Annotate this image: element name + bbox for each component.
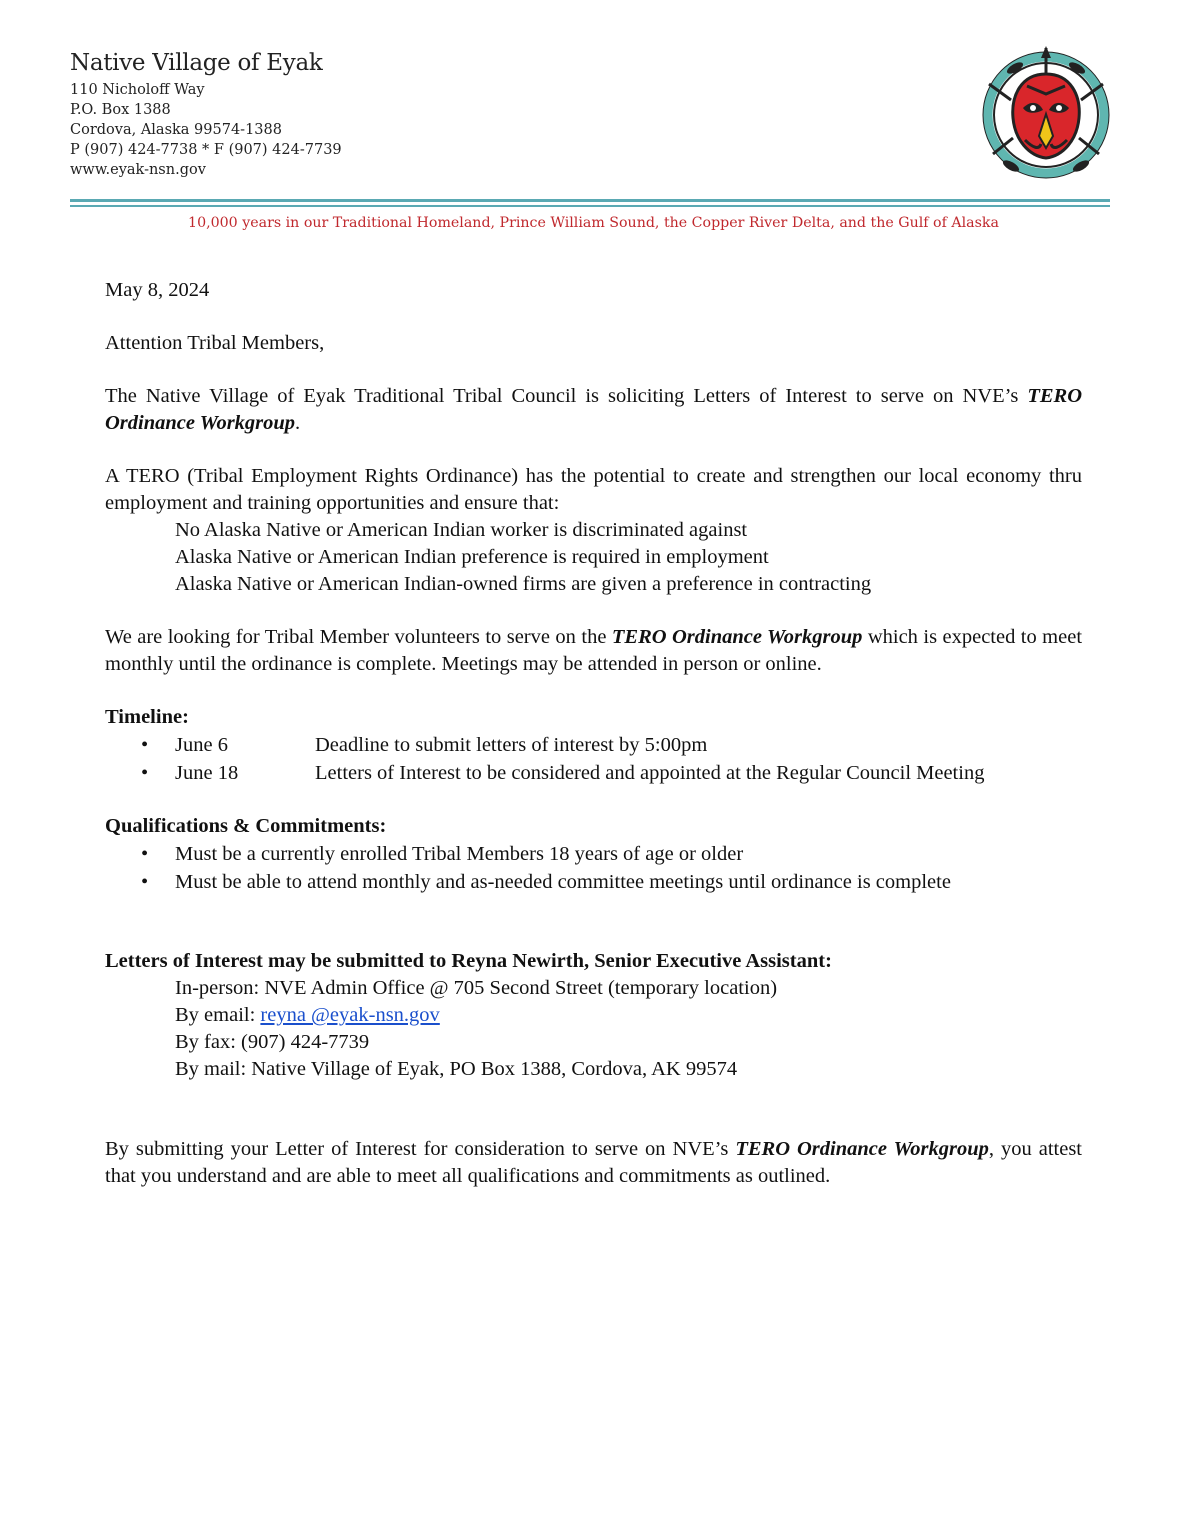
closing-comma: , (988, 1138, 995, 1160)
qualification-text: Must be able to attend monthly and as-needed committee meetings until ordinance is complete (175, 871, 951, 893)
website: www.eyak-nsn.gov (70, 162, 206, 178)
qualification-item (105, 868, 1082, 896)
salutation: Attention Tribal Members, (105, 332, 325, 354)
workgroup-name: TERO Ordinance Workgroup (735, 1138, 989, 1160)
qualifications-list (105, 840, 1082, 896)
tero-paragraph: A TERO (Tribal Employment Rights Ordinance) has the potential to create and strengthen our local economy thru employment and training opportunities and ensure that: (105, 465, 1082, 514)
ensure-list (105, 517, 1082, 598)
email-link[interactable]: reyna @eyak-nsn.gov (260, 1004, 440, 1026)
timeline-text: Letters of Interest to be considered and appointed at the Regular Council Meeting (315, 762, 985, 784)
city-state-zip: Cordova, Alaska 99574-1388 (70, 122, 282, 138)
closing-paragraph (105, 1136, 1082, 1190)
ensure-item: No Alaska Native or American Indian worker is discriminated against (175, 519, 748, 541)
tagline: 10,000 years in our Traditional Homeland, Prince William Sound, the Copper River Delta, and the Gulf of Alaska (188, 215, 999, 231)
volunteer-paragraph (105, 624, 1082, 678)
bullet-dot: • (141, 843, 149, 865)
bullet-dot: • (141, 762, 149, 784)
submit-email (105, 1002, 1082, 1029)
letter-date: May 8, 2024 (105, 279, 210, 301)
submit-mail: By mail: Native Village of Eyak, PO Box 1388, Cordova, AK 99574 (175, 1058, 738, 1080)
header-rule-top (70, 199, 1110, 202)
qualifications-heading: Qualifications & Commitments: (105, 815, 387, 837)
ensure-item: Alaska Native or American Indian-owned firms are given a preference in contracting (175, 573, 872, 595)
timeline-list (105, 731, 1082, 787)
intro-period: . (295, 412, 301, 434)
timeline-item (105, 759, 1082, 787)
volunteer-pre: We are looking for Tribal Member volunteers to serve on the (105, 626, 607, 648)
email-label: By email: (175, 1004, 261, 1026)
closing-post: you attest that you understand and are able to meet all qualifications and commitments as outlined. (105, 1138, 1082, 1187)
closing-pre: By submitting your Letter of Interest for consideration to serve on NVE’s (105, 1138, 729, 1160)
tribal-seal-logo (975, 44, 1117, 186)
submit-heading: Letters of Interest may be submitted to Reyna Newirth, Senior Executive Assistant: (105, 950, 832, 972)
timeline-heading: Timeline: (105, 706, 189, 728)
submit-fax: By fax: (907) 424-7739 (175, 1031, 370, 1053)
timeline-date: June 18 (175, 762, 239, 784)
submit-methods (105, 975, 1082, 1083)
bullet-dot: • (141, 734, 149, 756)
qualification-item (105, 840, 1082, 868)
intro-text: The Native Village of Eyak Traditional Tribal Council is soliciting Letters of Interest to serve on NVE’s (105, 385, 1019, 407)
qualification-text: Must be a currently enrolled Tribal Members 18 years of age or older (175, 843, 744, 865)
workgroup-name: TERO Ordinance Workgroup (611, 626, 863, 648)
ensure-item: Alaska Native or American Indian preference is required in employment (175, 546, 769, 568)
org-name: Native Village of Eyak (70, 50, 323, 76)
workgroup-name: TERO Ordinance Workgroup (105, 385, 1083, 434)
address-line-1: 110 Nicholoff Way (70, 82, 205, 98)
bullet-dot: • (141, 871, 149, 893)
volunteer-post: which is expected to meet monthly until the ordinance is complete. Meetings may be attended in person or online. (105, 626, 1083, 675)
timeline-item (105, 731, 1082, 759)
header-rule-bottom (70, 205, 1110, 207)
phone-fax: P (907) 424-7738 * F (907) 424-7739 (70, 142, 342, 158)
timeline-text: Deadline to submit letters of interest by 5:00pm (315, 734, 708, 756)
letterhead-address-block (70, 50, 342, 180)
address-line-2: P.O. Box 1388 (70, 102, 171, 118)
letter-body (105, 277, 1082, 1190)
timeline-date: June 6 (175, 734, 228, 756)
submit-in-person: In-person: NVE Admin Office @ 705 Second Street (temporary location) (175, 977, 778, 999)
intro-paragraph (105, 383, 1082, 437)
